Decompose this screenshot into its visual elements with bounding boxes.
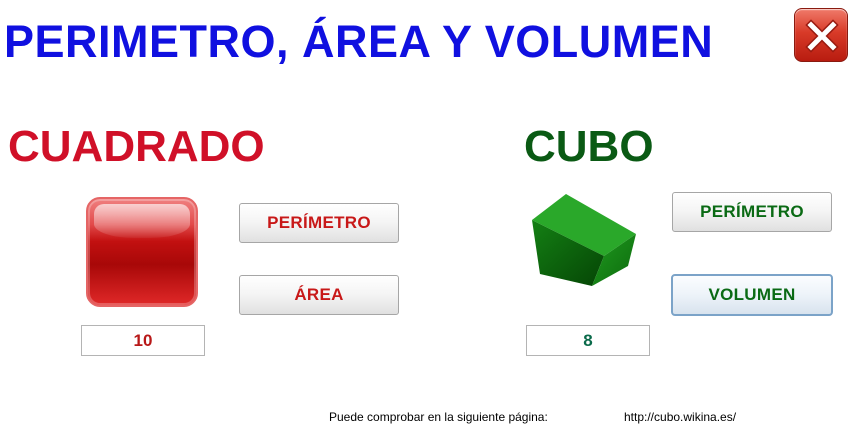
cube-perimeter-button[interactable]: PERÍMETRO <box>672 192 832 232</box>
cube-heading: CUBO <box>524 122 654 171</box>
square-heading: CUADRADO <box>8 122 265 171</box>
cube-volume-button[interactable]: VOLUMEN <box>671 274 833 316</box>
cube-shape-image <box>528 192 640 288</box>
square-shape-image <box>86 197 198 307</box>
square-area-button[interactable]: ÁREA <box>239 275 399 315</box>
page-title: PERIMETRO, ÁREA Y VOLUMEN <box>4 16 714 67</box>
footer-url-link[interactable]: http://cubo.wikina.es/ <box>624 410 737 424</box>
close-button[interactable] <box>794 8 848 62</box>
square-value-field[interactable]: 10 <box>81 325 205 356</box>
square-perimeter-button[interactable]: PERÍMETRO <box>239 203 399 243</box>
footer-label: Puede comprobar en la siguiente página: <box>329 410 548 424</box>
cube-value-field[interactable]: 8 <box>526 325 650 356</box>
close-x-icon <box>804 18 840 54</box>
